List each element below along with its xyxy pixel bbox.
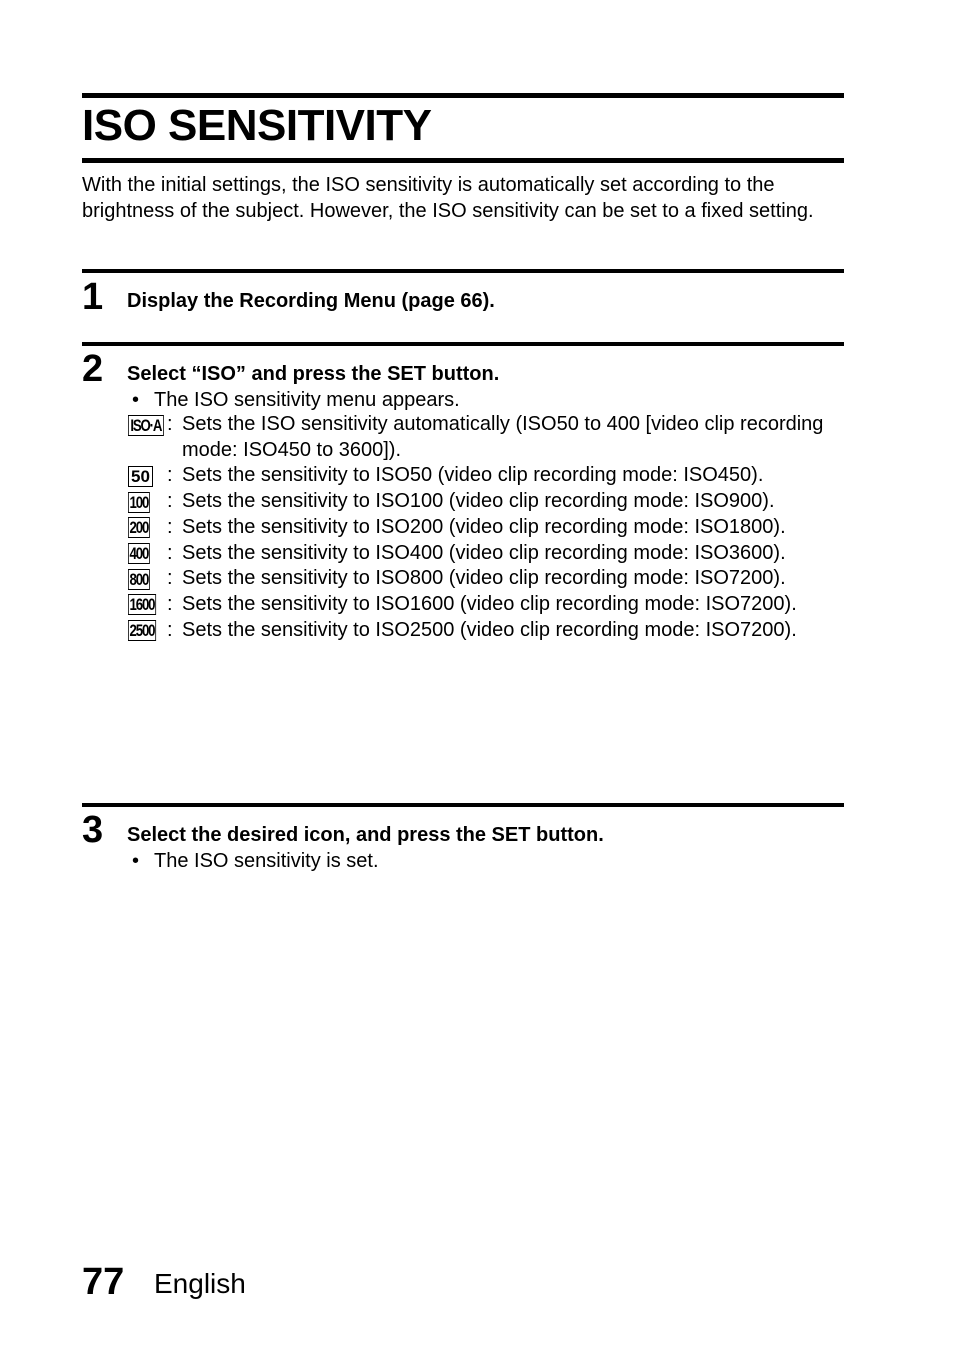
- iso-50-icon: [128, 465, 164, 487]
- step-2-heading: Select “ISO” and press the SET button.: [127, 363, 500, 385]
- language-label: English: [154, 1268, 246, 1299]
- iso-800-icon: [128, 568, 164, 590]
- iso-option-100-description: Sets the sensitivity to ISO100 (video clip recording mode: ISO900).: [182, 490, 775, 513]
- iso-200-icon: [128, 517, 164, 539]
- iso-option-2500: [128, 618, 848, 644]
- iso-400-icon-label: 400: [129, 544, 149, 564]
- page-title: ISO SENSITIVITY: [82, 101, 432, 150]
- option-colon: :: [167, 592, 173, 615]
- bullet-dot: •: [132, 389, 140, 411]
- iso-option-200: [128, 515, 848, 541]
- iso-option-50-description: Sets the sensitivity to ISO50 (video clip recording mode: ISO450).: [182, 464, 764, 487]
- step-3-rule: [82, 803, 844, 807]
- bullet-dot: •: [132, 850, 140, 872]
- iso-option-auto-description: Sets the ISO sensitivity automatically (ISO50 to 400 [video clip recording mode: ISO450 to 3600]).: [182, 413, 824, 461]
- iso-option-100: [128, 489, 848, 515]
- step-1-heading: Display the Recording Menu (page 66).: [127, 290, 495, 312]
- option-colon: :: [167, 618, 173, 641]
- option-colon: :: [167, 413, 173, 435]
- iso-200-icon-label: 200: [129, 518, 149, 538]
- step-3-bullet: [132, 849, 379, 875]
- iso-2500-icon: [128, 620, 164, 642]
- step-1-rule: [82, 269, 844, 273]
- step-2-rule: [82, 342, 844, 346]
- iso-auto-icon: [128, 414, 164, 436]
- iso-option-400: [128, 541, 848, 567]
- iso-option-auto: [128, 412, 848, 463]
- iso-100-icon: [128, 491, 164, 513]
- intro-paragraph: With the initial settings, the ISO sensitivity is automatically set according to the brightness of the subject. However, the ISO sensitivity can be set to a fixed setting.: [82, 174, 814, 222]
- page-number: 77: [82, 1261, 125, 1303]
- iso-1600-icon: [128, 594, 164, 616]
- iso-2500-icon-label: 2500: [129, 621, 155, 641]
- iso-option-list: [128, 412, 848, 643]
- option-colon: :: [167, 464, 173, 487]
- step-3-heading: Select the desired icon, and press the SET button.: [127, 824, 604, 846]
- iso-option-50: [128, 463, 848, 489]
- option-colon: :: [167, 515, 173, 538]
- title-bottom-rule: [82, 158, 844, 163]
- iso-800-icon-label: 800: [129, 569, 149, 589]
- iso-option-2500-description: Sets the sensitivity to ISO2500 (video clip recording mode: ISO7200).: [182, 618, 797, 641]
- iso-option-800: [128, 566, 848, 592]
- iso-auto-icon-label: ISO·A: [128, 415, 164, 436]
- step-2-bullet-text: The ISO sensitivity menu appears.: [154, 389, 460, 411]
- step-2-bullet: [132, 388, 460, 414]
- title-top-rule: [82, 93, 844, 98]
- iso-option-200-description: Sets the sensitivity to ISO200 (video clip recording mode: ISO1800).: [182, 515, 786, 538]
- iso-option-1600: [128, 592, 848, 618]
- option-colon: :: [167, 541, 173, 564]
- iso-option-1600-description: Sets the sensitivity to ISO1600 (video clip recording mode: ISO7200).: [182, 592, 797, 615]
- option-colon: :: [167, 567, 173, 590]
- option-colon: :: [167, 490, 173, 513]
- iso-50-icon-label: 50: [128, 466, 153, 487]
- iso-1600-icon-label: 1600: [129, 595, 155, 615]
- step-3-bullet-text: The ISO sensitivity is set.: [154, 850, 379, 872]
- iso-100-icon-label: 100: [129, 492, 149, 512]
- iso-option-800-description: Sets the sensitivity to ISO800 (video clip recording mode: ISO7200).: [182, 567, 786, 590]
- step-3-number: 3: [82, 809, 104, 851]
- step-1-number: 1: [82, 276, 104, 318]
- step-2-number: 2: [82, 348, 104, 390]
- iso-400-icon: [128, 543, 164, 565]
- iso-option-400-description: Sets the sensitivity to ISO400 (video clip recording mode: ISO3600).: [182, 541, 786, 564]
